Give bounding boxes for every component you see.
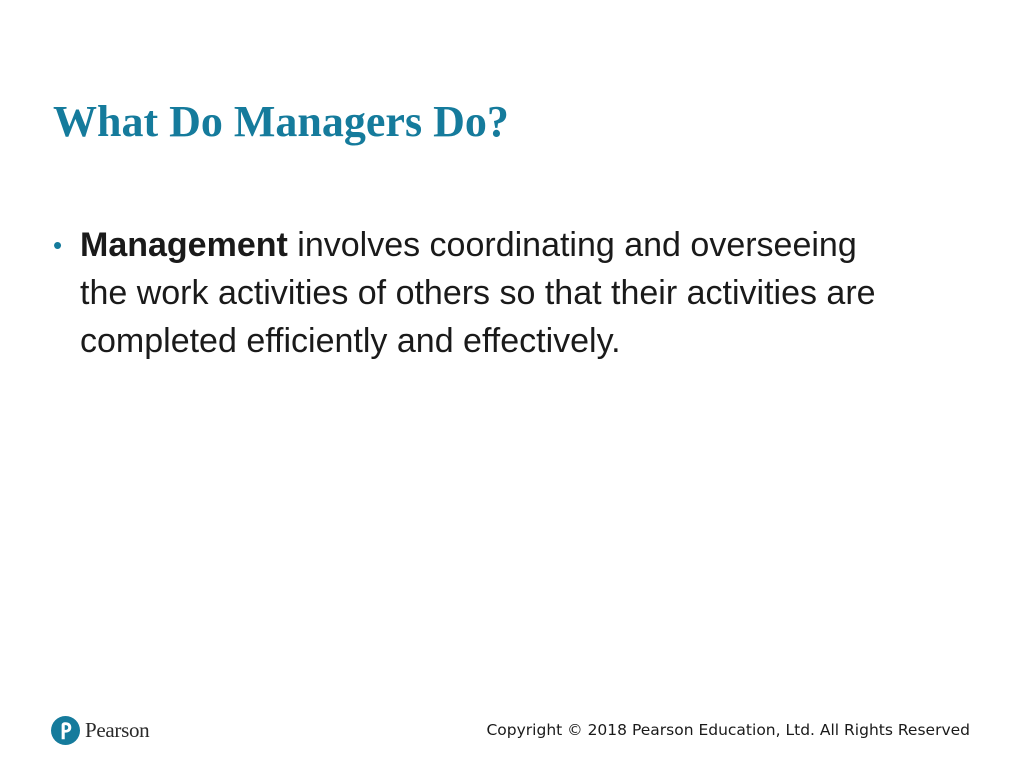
- bullet-item: [53, 221, 913, 365]
- pearson-logo-text: Pearson: [85, 717, 150, 742]
- bullet-text: involves coordinating and overseeing the work activities of others so that their activities are completed efficiently and effectively.: [80, 226, 876, 360]
- bullet-term: Management: [80, 226, 288, 264]
- pearson-logo-icon: [51, 716, 80, 745]
- copyright-notice: Copyright © 2018 Pearson Education, Ltd. All Rights Reserved: [486, 721, 970, 739]
- bullet-marker: •: [53, 230, 63, 260]
- bullet-list: [53, 221, 913, 365]
- pearson-logo: [51, 714, 149, 746]
- slide-title: What Do Managers Do?: [53, 97, 509, 146]
